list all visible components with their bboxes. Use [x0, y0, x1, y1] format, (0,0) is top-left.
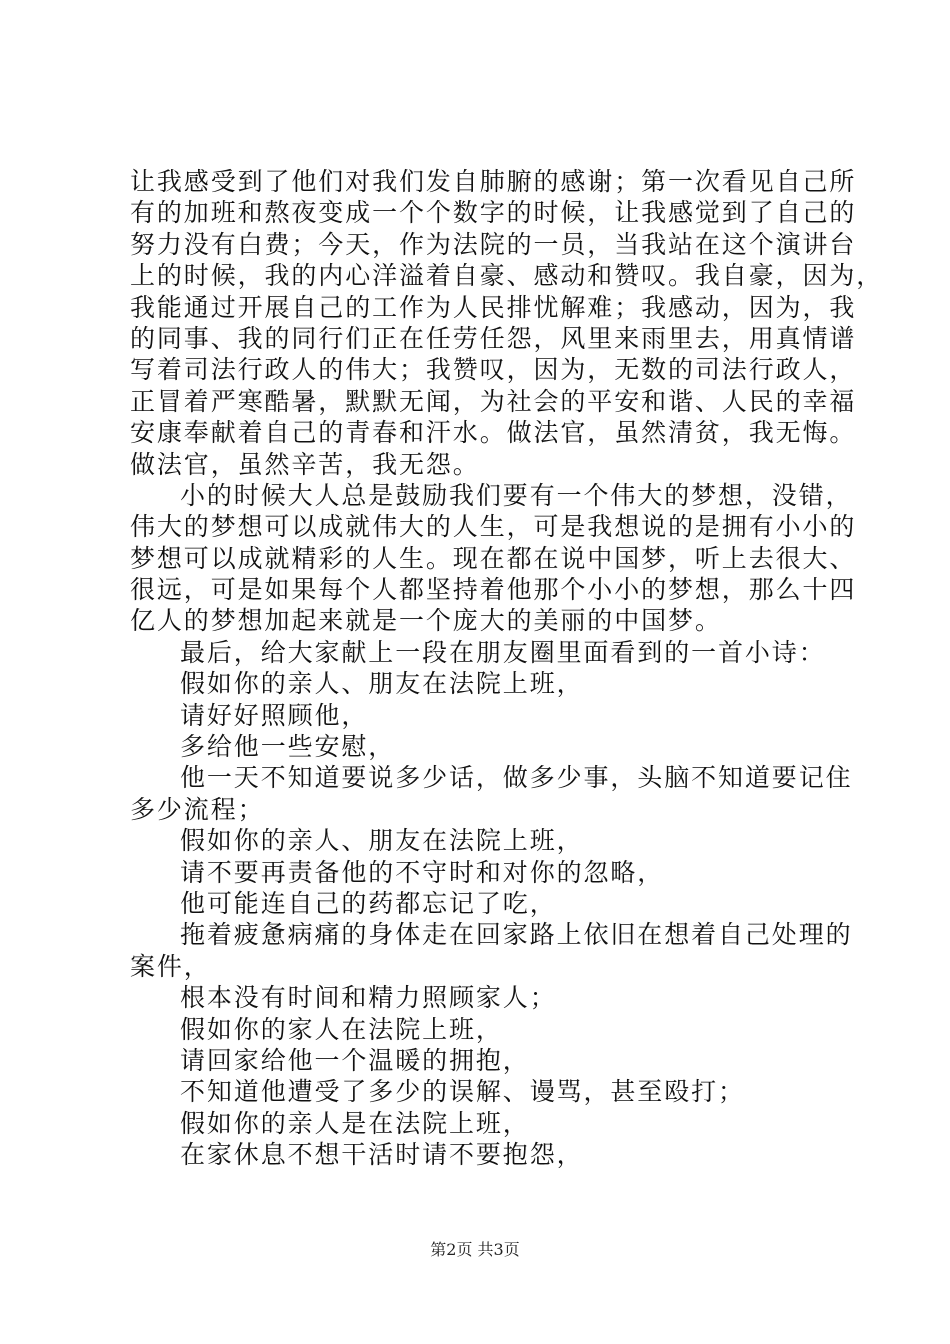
- text-line: 多少流程；: [130, 794, 265, 824]
- text-line: 假如你的亲人、朋友在法院上班，: [180, 669, 584, 699]
- text-line: 案件，: [130, 951, 211, 981]
- text-line: 拖着疲惫病痛的身体走在回家路上依旧在想着自己处理的: [180, 920, 853, 950]
- text-line: 假如你的家人在法院上班，: [180, 1014, 503, 1044]
- text-line: 他可能连自己的药都忘记了吃，: [180, 888, 557, 918]
- text-line: 努力没有白费；今天，作为法院的一员，当我站在这个演讲台: [130, 229, 857, 259]
- text-line: 根本没有时间和精力照顾家人；: [180, 983, 557, 1013]
- text-line: 请回家给他一个温暖的拥抱，: [180, 1045, 530, 1075]
- text-line: 上的时候，我的内心洋溢着自豪、感动和赞叹。我自豪，因为，: [130, 261, 884, 291]
- text-line: 很远，可是如果每个人都坚持着他那个小小的梦想，那么十四: [130, 575, 857, 605]
- text-line: 请不要再责备他的不守时和对你的忽略，: [180, 857, 665, 887]
- text-line: 小的时候大人总是鼓励我们要有一个伟大的梦想，没错，: [180, 480, 853, 510]
- text-line: 有的加班和熬夜变成一个个数字的时候，让我感觉到了自己的: [130, 198, 857, 228]
- text-line: 我能通过开展自己的工作为人民排忧解难；我感动，因为，我: [130, 292, 857, 322]
- text-line: 不知道他遭受了多少的误解、谩骂，甚至殴打；: [180, 1077, 745, 1107]
- text-line: 请好好照顾他，: [180, 700, 369, 730]
- text-line: 假如你的亲人是在法院上班，: [180, 1108, 530, 1138]
- text-line: 伟大的梦想可以成就伟大的人生，可是我想说的是拥有小小的: [130, 512, 857, 542]
- document-body: [130, 166, 884, 1171]
- text-line: 多给他一些安慰，: [180, 732, 396, 762]
- text-line: 他一天不知道要说多少话，做多少事，头脑不知道要记住: [180, 763, 853, 793]
- text-line: 做法官，虽然辛苦，我无怨。: [130, 449, 480, 479]
- text-line: 的同事、我的同行们正在任劳任怨，风里来雨里去，用真情谱: [130, 323, 857, 353]
- text-line: 最后，给大家献上一段在朋友圈里面看到的一首小诗：: [180, 637, 826, 667]
- page-footer: 第2页 共3页: [430, 1240, 520, 1259]
- text-line: 写着司法行政人的伟大；我赞叹，因为，无数的司法行政人，: [130, 355, 857, 385]
- text-line: 在家休息不想干活时请不要抱怨，: [180, 1140, 584, 1170]
- text-line: 让我感受到了他们对我们发自肺腑的感谢；第一次看见自己所: [130, 167, 857, 196]
- text-line: 正冒着严寒酷暑，默默无闻，为社会的平安和谐、人民的幸福: [130, 386, 857, 416]
- text-line: 假如你的亲人、朋友在法院上班，: [180, 826, 584, 856]
- text-line: 亿人的梦想加起来就是一个庞大的美丽的中国梦。: [130, 606, 722, 636]
- text-line: 梦想可以成就精彩的人生。现在都在说中国梦，听上去很大、: [130, 543, 857, 573]
- text-line: 安康奉献着自己的青春和汗水。做法官，虽然清贫，我无悔。: [130, 418, 857, 448]
